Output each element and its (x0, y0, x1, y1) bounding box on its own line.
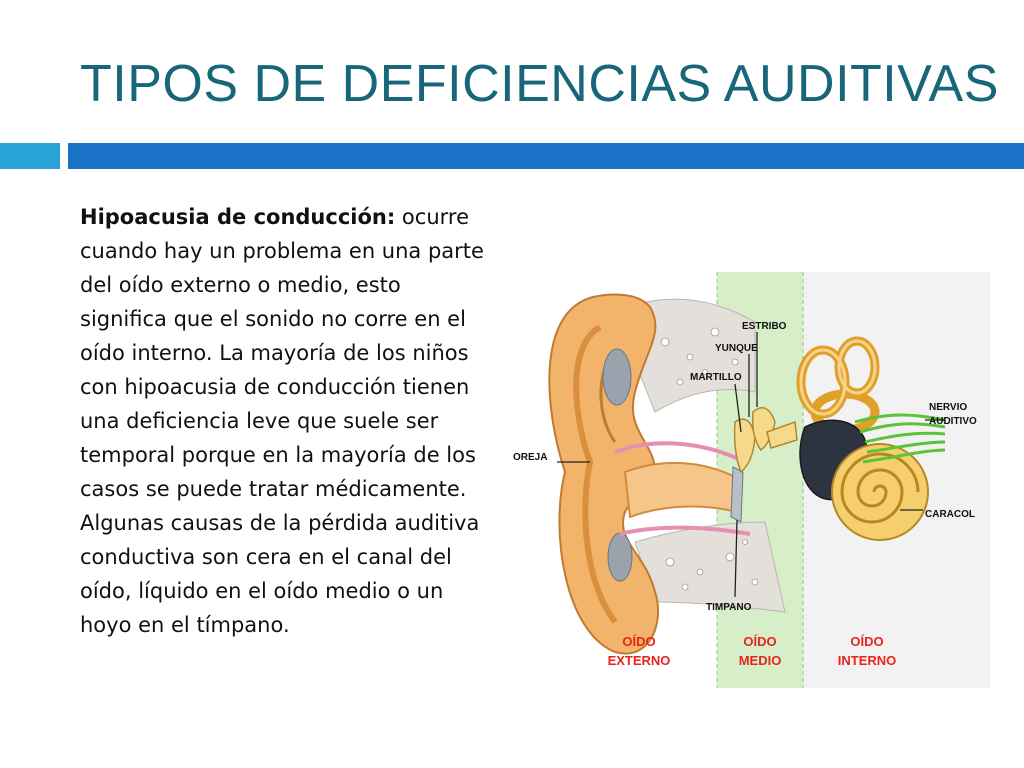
ear-anatomy-diagram (505, 272, 990, 688)
label-timpano: TIMPANO (706, 602, 752, 613)
ear-canal (625, 463, 737, 517)
body-paragraph (80, 200, 490, 642)
label-nervio: NERVIO (929, 402, 968, 413)
slide-title: TIPOS DE DEFICIENCIAS AUDITIVAS (80, 55, 999, 113)
eardrum (731, 467, 743, 522)
section-externo-2: EXTERNO (607, 653, 671, 668)
section-medio-1: OÍDO (743, 634, 777, 649)
label-yunque: YUNQUE (715, 343, 758, 354)
section-interno-1: OÍDO (850, 634, 884, 649)
label-caracol: CARACOL (925, 509, 975, 520)
label-estribo: ESTRIBO (742, 321, 787, 332)
body-text: ocurre cuando hay un problema en una parte del oído externo o medio, esto significa que el sonido no corre en el oído interno. La mayoría de los niños con hipoacusia de conducción tienen una deficiencia leve que suele ser temporal porque en la mayoría de los casos se puede tratar médicamente. Algunas causas de la pérdida auditiva conductiva son cera en el canal del oído, líquido en el oído medio o un hoyo en el tímpano. (80, 205, 484, 637)
label-martillo: MARTILLO (690, 372, 742, 383)
term-label: Hipoacusia de conducción: (80, 205, 396, 229)
accent-bar-large (68, 143, 1024, 169)
section-medio-2: MEDIO (738, 653, 782, 668)
accent-bar-small (0, 143, 60, 169)
section-externo-1: OÍDO (622, 634, 656, 649)
label-auditivo: AUDITIVO (929, 416, 977, 427)
section-interno-2: INTERNO (837, 653, 897, 668)
label-oreja: OREJA (513, 452, 548, 463)
